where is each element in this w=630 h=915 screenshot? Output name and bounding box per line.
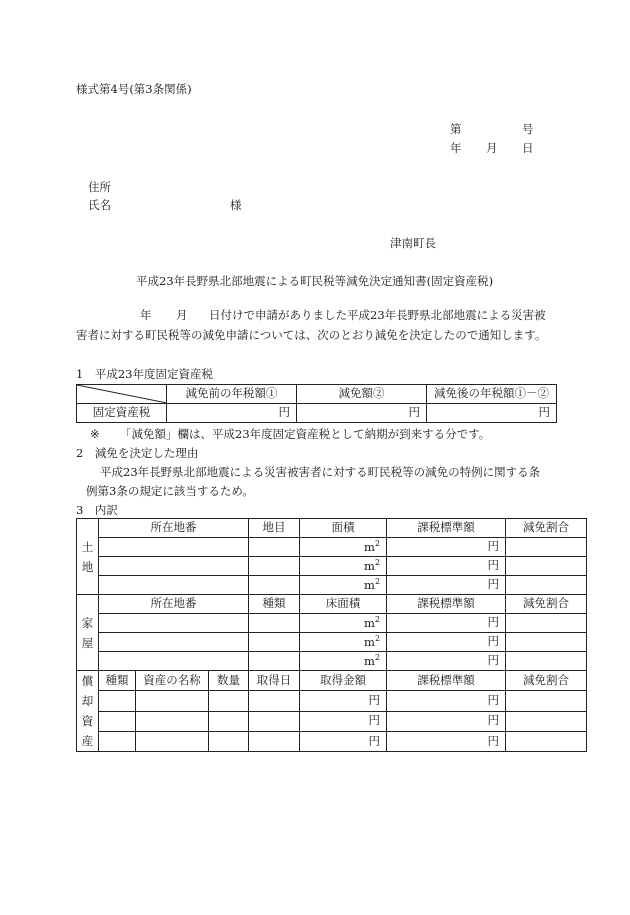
header-after-tax: 減免後の年税額①－②	[427, 385, 557, 404]
table-row	[77, 691, 587, 711]
table-row	[77, 731, 587, 751]
table-row	[77, 614, 587, 633]
yen-cell: 円	[387, 731, 506, 751]
address-label: 住所	[88, 180, 111, 194]
land-header-area: 面積	[300, 519, 387, 538]
house-header-tax-base: 課税標準額	[387, 595, 506, 614]
area-unit: $m^2$	[300, 576, 387, 595]
yen-reduction: 円	[297, 404, 427, 423]
note-text: 「減免額」欄は、平成23年度固定資産税として納期が到来する分です。	[120, 427, 491, 441]
body-year: 年	[140, 308, 152, 322]
asset-header-type: 種類	[99, 671, 136, 691]
yen-after: 円	[427, 404, 557, 423]
table-row	[77, 557, 587, 576]
body-line-2: 害者に対する町民税等の減免申請については、次のとおり減免を決定したので通知します。	[76, 328, 547, 342]
doc-number-go: 号	[522, 122, 534, 136]
form-number: 様式第4号(第3条関係)	[76, 82, 192, 96]
header-reduction: 減免額②	[297, 385, 427, 404]
land-header-category: 地目	[249, 519, 300, 538]
document-title: 平成23年長野県北部地震による町民税等減免決定通知書(固定資産税)	[136, 274, 494, 288]
tax-summary-table	[76, 384, 557, 423]
date-month: 月	[486, 141, 498, 155]
section2-heading: 2 減免を決定した理由	[76, 446, 199, 460]
land-label: 土 地	[77, 519, 99, 595]
date-day: 日	[522, 141, 534, 155]
yen-cell: 円	[387, 538, 506, 557]
yen-cell: 円	[387, 691, 506, 711]
reason-line-1: 平成23年長野県北部地震による災害被害者に対する町民税等の減免の特例に関する条	[100, 465, 541, 479]
area-unit: $m^2$	[300, 614, 387, 633]
house-header-location: 所在地番	[99, 595, 249, 614]
note-mark: ※	[90, 427, 100, 441]
table-row	[77, 633, 587, 652]
land-header-reduction-rate: 減免割合	[506, 519, 587, 538]
yen-cell: 円	[300, 691, 387, 711]
yen-cell: 円	[387, 633, 506, 652]
yen-before: 円	[167, 404, 297, 423]
honorific: 様	[230, 198, 242, 212]
asset-header-acquisition-amount: 取得金額	[300, 671, 387, 691]
area-unit: $m^2$	[300, 633, 387, 652]
table-row	[77, 538, 587, 557]
yen-cell: 円	[300, 711, 387, 731]
table-row	[77, 576, 587, 595]
reason-line-2: 例第3条の規定に該当するため。	[86, 484, 254, 498]
yen-cell: 円	[387, 614, 506, 633]
yen-cell: 円	[300, 731, 387, 751]
house-label: 家 屋	[77, 595, 99, 671]
yen-cell: 円	[387, 557, 506, 576]
body-line-1: 日付けで申請がありました平成23年長野県北部地震による災害被	[209, 308, 546, 322]
section3-heading: 3 内訳	[76, 503, 118, 517]
asset-header-quantity: 数量	[209, 671, 249, 691]
sender: 津南町長	[390, 236, 436, 250]
house-header-type: 種類	[249, 595, 300, 614]
section1-heading: 1 平成23年度固定資産税	[76, 367, 213, 381]
yen-cell: 円	[387, 576, 506, 595]
land-header-location: 所在地番	[99, 519, 249, 538]
table-row	[77, 711, 587, 731]
asset-header-tax-base: 課税標準額	[387, 671, 506, 691]
area-unit: $m^2$	[300, 652, 387, 671]
house-header-reduction-rate: 減免割合	[506, 595, 587, 614]
date-year: 年	[450, 141, 462, 155]
table-row	[77, 652, 587, 671]
name-label: 氏名	[88, 198, 111, 212]
diagonal-header-cell	[77, 385, 167, 404]
asset-header-reduction-rate: 減免割合	[506, 671, 587, 691]
body-month: 月	[176, 308, 188, 322]
doc-number-dai: 第	[450, 122, 462, 136]
depreciable-assets-label: 償 却 資 産	[77, 671, 99, 752]
land-header-tax-base: 課税標準額	[387, 519, 506, 538]
yen-cell: 円	[387, 652, 506, 671]
row-label-fixed-asset-tax: 固定資産税	[77, 404, 167, 423]
asset-header-name: 資産の名称	[136, 671, 209, 691]
header-before-tax: 減免前の年税額①	[167, 385, 297, 404]
area-unit: $m^2$	[300, 538, 387, 557]
house-header-floor-area: 床面積	[300, 595, 387, 614]
yen-cell: 円	[387, 711, 506, 731]
asset-header-acquisition-date: 取得日	[249, 671, 300, 691]
breakdown-table	[76, 518, 587, 752]
area-unit: $m^2$	[300, 557, 387, 576]
